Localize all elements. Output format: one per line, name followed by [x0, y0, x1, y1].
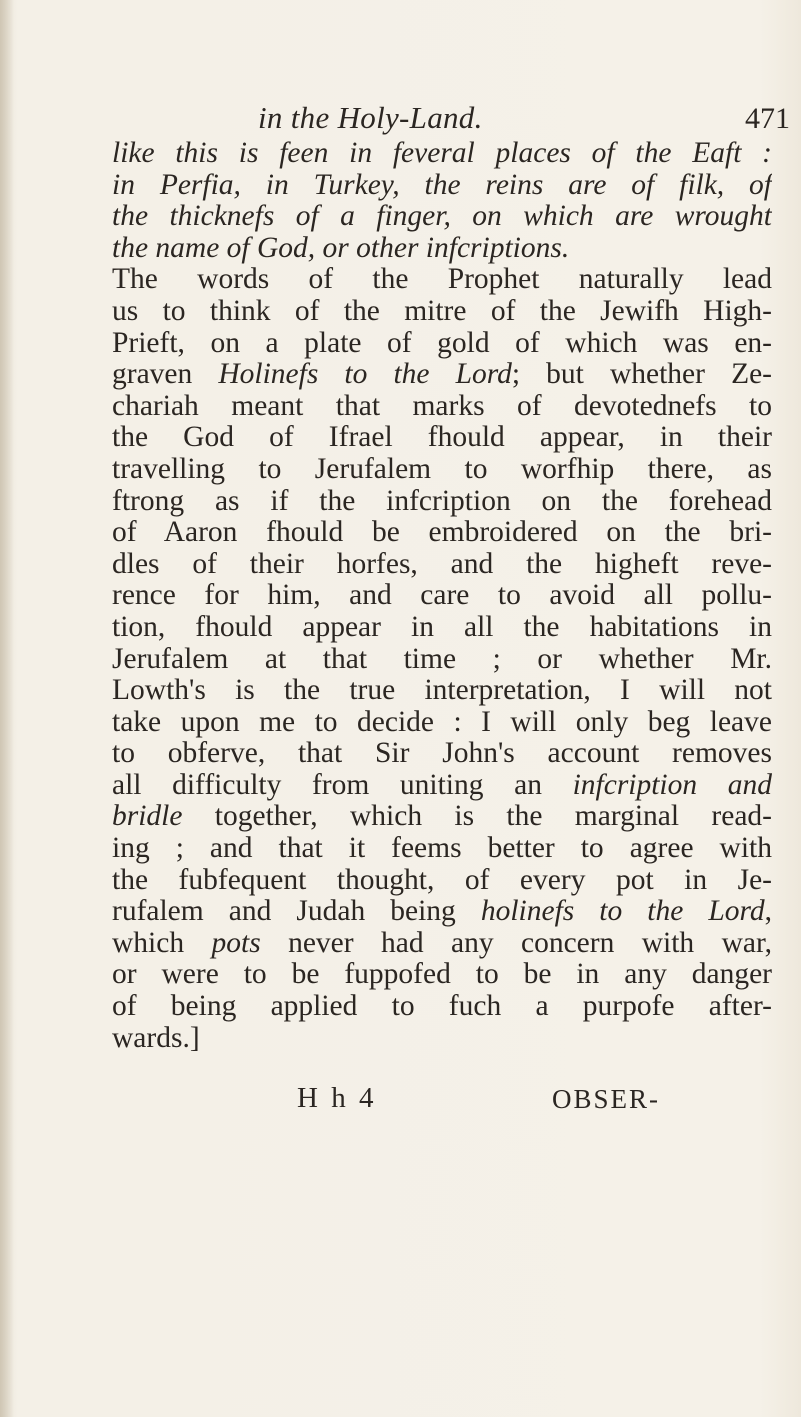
italic-text-segment: Holinefs to the Lord: [218, 359, 512, 391]
text-segment: The words of the Prophet naturally lead: [112, 264, 772, 296]
text-line: [112, 896, 772, 928]
text-segment: tion, fhould appear in all the habitations in: [112, 611, 772, 643]
text-line: [112, 644, 772, 676]
text-line: [112, 233, 772, 265]
text-line: [112, 991, 772, 1023]
text-segment: Prieft, on a plate of gold of which was en-: [112, 327, 772, 359]
text-segment: never had any concern with war,: [260, 927, 772, 959]
text-segment: of being applied to fuch a purpofe after-: [112, 991, 772, 1023]
text-line: [112, 549, 772, 581]
text-line: [112, 707, 772, 739]
text-line: [112, 675, 772, 707]
text-segment: which: [112, 927, 212, 959]
text-line: [112, 170, 772, 202]
text-segment: wards.]: [112, 1022, 200, 1054]
text-line: [112, 517, 772, 549]
page-number: 471: [745, 102, 790, 135]
italic-text-segment: in Perfia, in Turkey, the reins are of filk, of: [112, 169, 772, 201]
text-line: [112, 264, 772, 296]
text-line: [112, 865, 772, 897]
text-line: [112, 770, 772, 802]
text-segment: us to think of the mitre of the Jewifh High-: [112, 295, 772, 327]
italic-text-segment: infcription and: [572, 769, 772, 801]
text-segment: of Aaron fhould be embroidered on the bri-: [112, 517, 772, 549]
body-text: [112, 138, 772, 1054]
text-line: [112, 928, 772, 960]
signature-mark: H h 4: [297, 1082, 377, 1114]
text-segment: or were to be fuppofed to be in any danger: [112, 959, 772, 991]
running-head: [0, 100, 801, 140]
italic-text-segment: holinefs to the Lord: [480, 896, 765, 928]
page-binding-shadow: [0, 0, 14, 1417]
text-line: [112, 580, 772, 612]
page-footer: [0, 1082, 801, 1122]
text-line: [112, 138, 772, 170]
text-line: [112, 738, 772, 770]
text-segment: travelling to Jerufalem to worfhip there, as: [112, 453, 772, 485]
text-segment: together, which is the marginal read-: [182, 801, 772, 833]
text-segment: rence for him, and care to avoid all pollu-: [112, 580, 772, 612]
text-line: [112, 201, 772, 233]
text-segment: the God of Ifrael fhould appear, in their: [112, 422, 772, 454]
text-line: [112, 328, 772, 360]
text-segment: ,: [764, 896, 772, 928]
text-segment: ftrong as if the infcription on the forehead: [112, 485, 772, 517]
italic-text-segment: pots: [211, 927, 261, 959]
text-line: [112, 1023, 772, 1055]
catchword: OBSER-: [552, 1084, 661, 1114]
text-segment: Jerufalem at that time ; or whether Mr.: [112, 643, 772, 675]
text-line: [112, 296, 772, 328]
text-segment: to obferve, that Sir John's account removes: [112, 738, 772, 770]
text-segment: graven: [112, 359, 219, 391]
text-segment: the fubfequent thought, of every pot in Je-: [112, 864, 772, 896]
text-segment: ; but whether Ze-: [511, 359, 772, 391]
italic-text-segment: the name of God, or other infcriptions.: [112, 232, 570, 264]
running-title: in the Holy-Land.: [258, 100, 483, 135]
italic-text-segment: bridle: [112, 801, 183, 833]
text-line: [112, 833, 772, 865]
text-segment: take upon me to decide : I will only beg leave: [112, 706, 772, 738]
italic-text-segment: like this is feen in feveral places of the Eaft :: [112, 138, 772, 169]
text-segment: Lowth's is the true interpretation, I will not: [112, 675, 772, 707]
text-line: [112, 959, 772, 991]
text-line: [112, 801, 772, 833]
text-segment: chariah meant that marks of devotednefs to: [112, 390, 772, 422]
text-segment: ing ; and that it feems better to agree with: [112, 833, 772, 865]
text-line: [112, 422, 772, 454]
text-line: [112, 454, 772, 486]
text-segment: all difficulty from uniting an: [112, 769, 573, 801]
text-line: [112, 486, 772, 518]
text-segment: dles of their horfes, and the higheft reve-: [112, 548, 772, 580]
italic-text-segment: the thicknefs of a finger, on which are wrought: [112, 201, 772, 233]
text-segment: rufalem and Judah being: [112, 896, 481, 928]
text-line: [112, 359, 772, 391]
text-line: [112, 612, 772, 644]
text-line: [112, 391, 772, 423]
